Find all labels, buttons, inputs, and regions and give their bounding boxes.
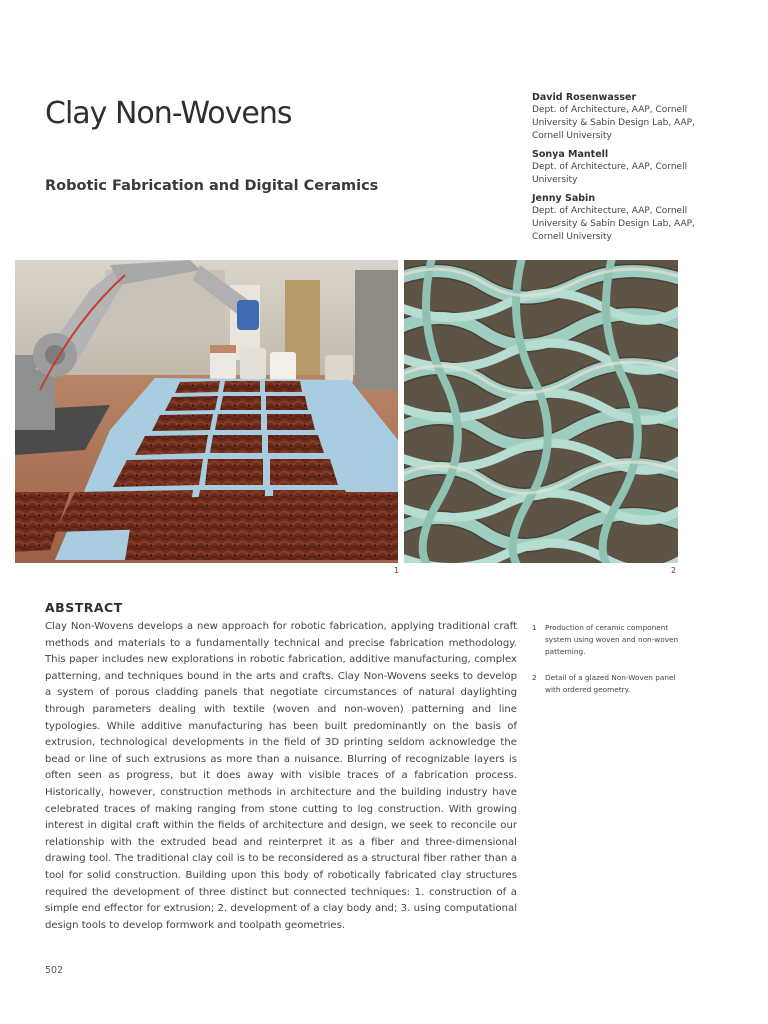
figure-caption (532, 622, 680, 658)
author-name: Jenny Sabin (532, 193, 596, 204)
author-entry (532, 92, 702, 143)
paper-title: Clay Non-Wovens (45, 96, 292, 131)
figure-caption (532, 672, 680, 696)
caption-number: 1 (532, 623, 537, 632)
author-list (532, 92, 702, 250)
figure-1-number: 1 (394, 566, 400, 575)
page-number: 502 (45, 965, 64, 976)
abstract-text: Clay Non-Wovens develops a new approach for robotic fabrication, applying traditional craft methods and materials to a fundamentally technical and precise fabrication methodology. This paper includes new explorations in robotic fabrication, additive manufacturing, complex patterning, and techniques bound in the arts and crafts. Clay Non-Wovens seeks to develop a system of porous cladding panels that negotiate circumstances of natural daylighting through parameters dealing with textile (woven and non-woven) patterning and line typologies. While additive manufacturing has been built predominantly on the basis of extrusion, technological developments in the field of 3D printing seldom acknowledge the bead or line of such extrusions as more than a nuisance. Blurring of recognizable layers is often seen as progress, but it does away with visible traces of a fabrication process. Historically, however, construction methods in architecture and the building industry have celebrated traces of making ranging from stone cutting to log construction. With growing interest in digital craft within the fields of architecture and design, we seek to reconcile our relationship with the extruded bead and reinterpret it as a fiber and three-dimensional drawing tool. The traditional clay coil is to be reconsidered as a structural fiber rather than a tool for solid construction. Building upon this body of robotically fabricated clay structures required the development of three distinct but connected techniques: 1. construction of a simple end effector for extrusion; 2. development of a clay body and; 3. using computational design tools to develop formwork and toolpath geometries. (45, 621, 517, 931)
figure-1-robot-panels-photo (15, 260, 398, 563)
author-entry (532, 149, 702, 187)
caption-number: 2 (532, 673, 537, 682)
author-name: Sonya Mantell (532, 149, 609, 160)
author-affiliation: Dept. of Architecture, AAP, Cornell University & Sabin Design Lab, AAP, Cornell University (532, 206, 695, 242)
figure-2-glazed-panel-photo (404, 260, 678, 563)
figure-2-number: 2 (671, 566, 677, 575)
abstract-heading: ABSTRACT (45, 600, 123, 615)
paper-subtitle: Robotic Fabrication and Digital Ceramics (45, 178, 379, 194)
caption-text: Production of ceramic component system using woven and non-woven patterning. (545, 623, 679, 656)
author-affiliation: Dept. of Architecture, AAP, Cornell University (532, 162, 688, 185)
author-affiliation: Dept. of Architecture, AAP, Cornell University & Sabin Design Lab, AAP, Cornell University (532, 105, 695, 141)
author-entry (532, 193, 702, 244)
author-name: David Rosenwasser (532, 92, 637, 103)
caption-text: Detail of a glazed Non-Woven panel with ordered geometry. (545, 673, 676, 694)
